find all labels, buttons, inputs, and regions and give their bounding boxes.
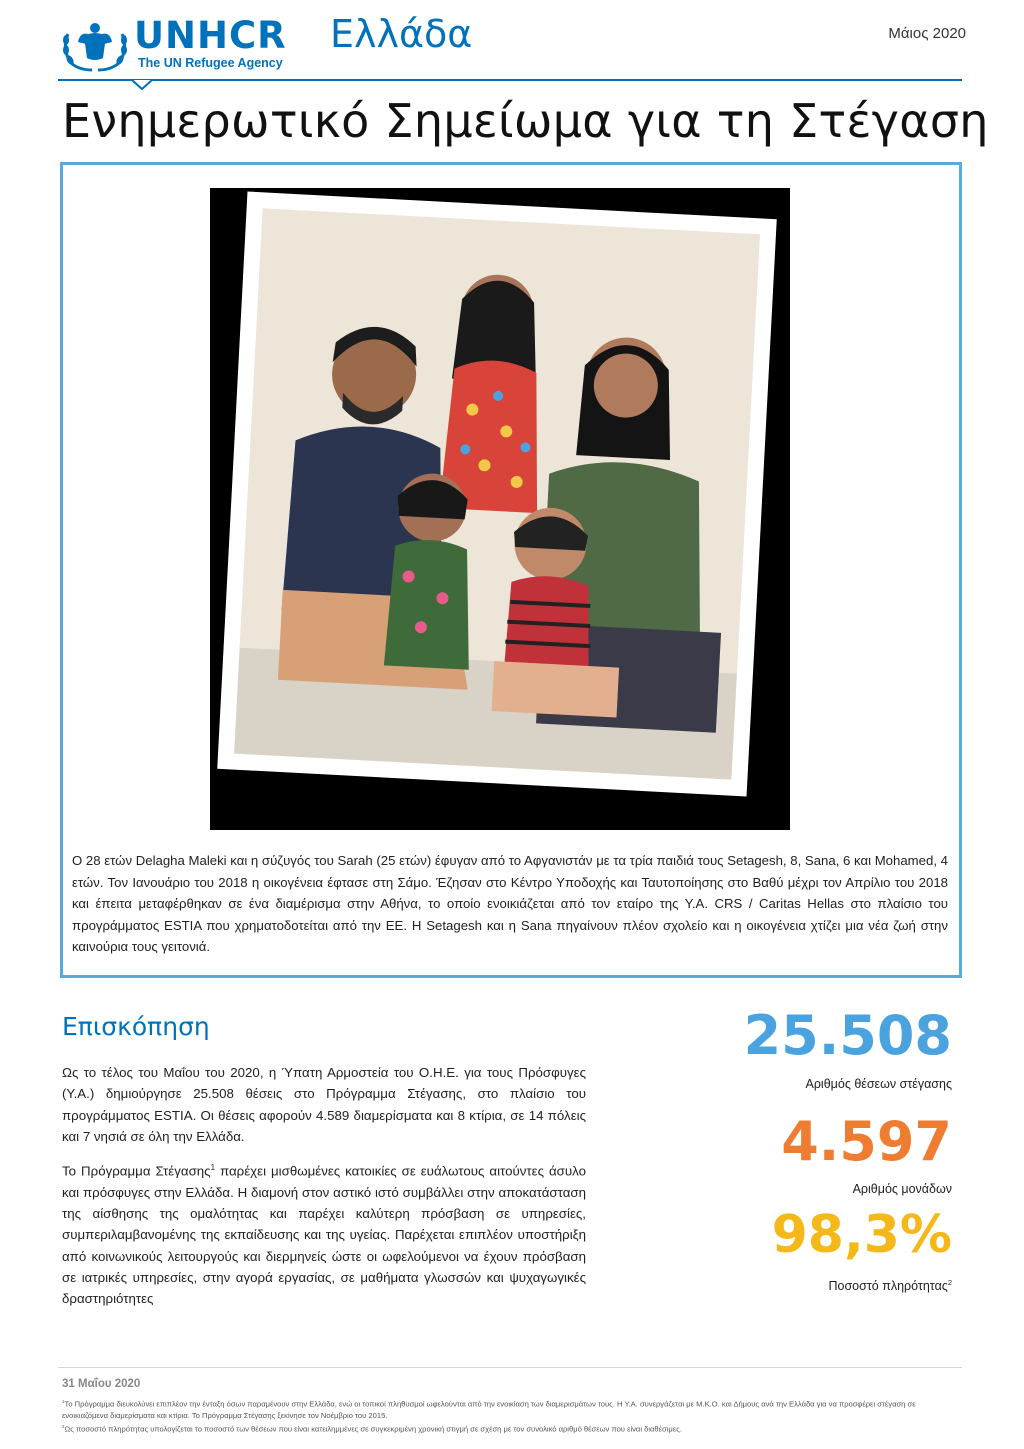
footnote-2-text: Ως ποσοστό πληρότητας υπολογίζεται το ποσοστό των θέσεων που είναι κατειλημμένες σε συγκεκριμένη χρονική στιγμή σε σχέση με τον συνολικό αριθμό θέσεων που είναι διαθέσιμες.	[64, 1424, 682, 1434]
unhcr-logo	[58, 14, 308, 78]
stat-housing-places-label: Αριθμός θέσεων στέγασης	[805, 1077, 952, 1091]
photo-image	[234, 208, 760, 779]
header-divider	[58, 79, 962, 81]
paragraph-2-body: παρέχει μισθωμένες κατοικίες σε ευάλωτους αιτούντες άσυλο και πρόσφυγες στην Ελλάδα. Η διαμονή στον αστικό ιστό συμβάλλει στην αποκατάσταση της αίσθησης της ομαλότητας και παρέχει καλύτερη πρόσβαση σε υπηρεσίες, συμπεριλαμβανομένης της εκπαίδευσης και της υγείας. Παρέχεται επιπλέον υποστήριξη από κοινωνικούς λειτουργούς και διερμηνείς ώστε οι ωφελούμενοι να έχουν πρόσβαση σε ιατρικές υπηρεσίες, στην αγορά εργασίας, σε μαθήματα γλωσσών και ψυχαγωγικές δραστηριότητες	[62, 1163, 586, 1307]
footer-divider	[58, 1367, 962, 1368]
country-label: Ελλάδα	[330, 12, 473, 56]
stat-occupancy-value: 98,3%	[771, 1205, 952, 1265]
footnote-1	[62, 1396, 962, 1421]
header-notch-icon	[132, 79, 152, 91]
family-illustration	[234, 208, 760, 779]
overview-paragraph-2	[62, 1157, 586, 1310]
stat-units-label: Αριθμός μονάδων	[852, 1182, 952, 1196]
overview-heading: Επισκόπηση	[62, 1012, 210, 1041]
org-tagline: The UN Refugee Agency	[138, 56, 283, 70]
stat-occupancy-label	[828, 1278, 952, 1293]
family-photo	[217, 192, 777, 797]
stat-occupancy-label-text: Ποσοστό πληρότητας	[828, 1279, 948, 1294]
org-name: UNHCR	[134, 14, 287, 57]
report-date: Μάιος 2020	[888, 25, 966, 42]
footnote-1-text: Το Πρόγραμμα διευκολύνει επιπλέον την ένταξη όσων παραμένουν στην Ελλάδα, ενώ οι τοπικοί πληθυσμοί ωφελούνται από την ενοικίαση των διαμερισμάτων τους. Η Υ.Α. συνεργάζεται με Μ.Κ.Ο. και Δήμους ανά την Ελλάδα για να προσφέρει στέγαση σε ενοικιαζόμενα διαμερίσματα και κτίρια. Το Πρόγραμμα Στέγασης ξεκίνησε τον Νοέμβριο του 2015.	[62, 1399, 916, 1420]
footnote-2-number: 2	[62, 1424, 65, 1429]
paragraph-2-lead: Το Πρόγραμμα Στέγασης	[62, 1163, 211, 1179]
footnote-ref-2[interactable]: 2	[947, 1278, 952, 1287]
stat-housing-places-value: 25.508	[743, 1004, 952, 1067]
footnote-ref-1[interactable]: 1	[210, 1163, 216, 1172]
overview-paragraph-1: Ως το τέλος του Μαΐου του 2020, η Ύπατη Αρμοστεία του Ο.Η.Ε. για τους Πρόσφυγες (Υ.Α.) δημιούργησε 25.508 θέσεις στο Πρόγραμμα Στέγασης, στο πλαίσιο του προγράμματος ESTIA. Οι θέσεις αφορούν 4.589 διαμερίσματα και 8 κτίρια, σε 14 πόλεις και 7 νησιά σε όλη την Ελλάδα.	[62, 1065, 586, 1144]
footer-date: 31 Μαΐου 2020	[62, 1378, 141, 1390]
photo-caption: Ο 28 ετών Delagha Maleki και η σύζυγός του Sarah (25 ετών) έφυγαν από το Αφγανιστάν με τα τρία παιδιά τους Setagesh, 8, Sana, 6 και Mohamed, 4 ετών. Τον Ιανουάριο του 2018 η οικογένεια έφτασε στη Σάμο. Έζησαν στο Κέντρο Υποδοχής και Ταυτοποίησης στο Βαθύ μέχρι τον Απρίλιο του 2018 και έπειτα μεταφέρθηκαν σε ένα διαμέρισμα στην Αθήνα, το οποίο ενοικιάζεται από τον εταίρο της Υ.Α. CRS / Caritas Hellas στο πλαίσιο του προγράμματος ESTIA που χρηματοδοτείται από την ΕΕ. Η Setagesh και η Sana πηγαίνουν πλέον σχολείο και η οικογένεια χτίζει μια νέα ζωή στην καινούρια τους γειτονιά.	[72, 853, 948, 954]
page-title: Ενημερωτικό Σημείωμα για τη Στέγαση	[62, 94, 989, 148]
stat-units-value: 4.597	[781, 1110, 952, 1173]
footnote-2	[62, 1421, 962, 1435]
footnote-1-number: 1	[62, 1399, 65, 1404]
